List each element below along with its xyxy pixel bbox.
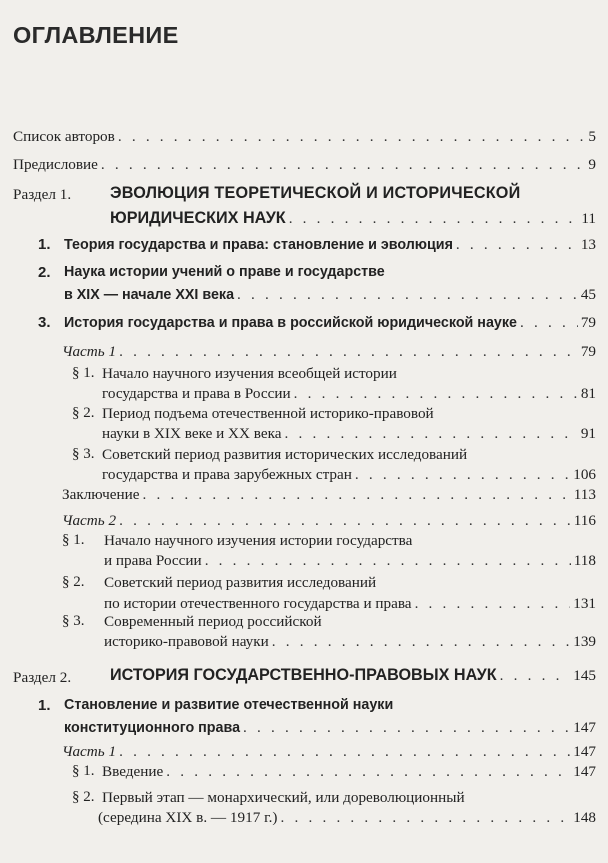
paragraph-number: § 2. — [72, 405, 95, 421]
paragraph-title: Современный период российской — [104, 613, 322, 630]
leader-dots — [272, 633, 570, 650]
toc-entry-part[interactable] — [62, 343, 596, 360]
paragraph-number: § 1. — [72, 365, 95, 381]
paragraph-title: Первый этап — монархический, или дореволюционный — [102, 789, 465, 806]
leader-dots — [119, 743, 570, 760]
toc-entry-chapter[interactable] — [64, 286, 596, 304]
toc-entry-preface[interactable] — [13, 156, 596, 173]
leader-dots — [101, 156, 585, 173]
toc-page-number: 13 — [580, 236, 596, 253]
page-title: ОГЛАВЛЕНИЕ — [13, 22, 179, 48]
toc-entry-paragraph[interactable] — [102, 763, 596, 780]
paragraph-title: Введение — [102, 763, 164, 780]
section-title: ИСТОРИЯ ГОСУДАРСТВЕННО-ПРАВОВЫХ НАУК — [110, 666, 497, 684]
paragraph-title-line2: и права России — [104, 552, 202, 569]
toc-page-number: 139 — [573, 633, 596, 650]
leader-dots — [520, 314, 578, 331]
section-title: ЭВОЛЮЦИЯ ТЕОРЕТИЧЕСКОЙ И ИСТОРИЧЕСКОЙ — [110, 184, 521, 202]
toc-entry-chapter[interactable] — [64, 719, 596, 737]
toc-entry-text: Предисловие — [13, 156, 98, 173]
toc-entry-part[interactable] — [62, 512, 596, 529]
toc-page-number: 116 — [573, 512, 596, 529]
leader-dots — [456, 236, 578, 253]
paragraph-number: § 1. — [62, 532, 85, 548]
toc-page-number: 79 — [580, 343, 596, 360]
section-title-line2: ЮРИДИЧЕСКИХ НАУК — [110, 209, 286, 227]
leader-dots — [118, 128, 586, 145]
toc-page-number: 145 — [573, 667, 596, 684]
chapter-number: 1. — [38, 236, 51, 253]
toc-page-number: 5 — [588, 128, 596, 145]
chapter-number: 1. — [38, 697, 51, 714]
paragraph-title-line2: науки в XIX веке и XX века — [102, 425, 282, 442]
leader-dots — [243, 719, 570, 736]
toc-entry-part[interactable] — [62, 743, 596, 760]
toc-page-number: 131 — [573, 595, 596, 612]
section-label: Раздел 2. — [13, 669, 72, 686]
paragraph-title-line2: государства и права зарубежных стран — [102, 466, 352, 483]
leader-dots — [119, 343, 578, 360]
toc-page-number: 106 — [573, 466, 596, 483]
toc-page-number: 91 — [580, 425, 596, 442]
paragraph-number: § 1. — [72, 763, 95, 779]
toc-entry-paragraph[interactable] — [104, 552, 596, 569]
toc-page-number: 11 — [581, 210, 596, 227]
toc-page-number: 79 — [580, 314, 596, 331]
leader-dots — [284, 425, 577, 442]
chapter-number: 2. — [38, 264, 51, 281]
leader-dots — [142, 486, 570, 503]
paragraph-title: Советский период развития исследований — [104, 574, 377, 591]
toc-page-number: 81 — [580, 385, 596, 402]
toc-page-number: 45 — [580, 286, 596, 303]
toc-entry-chapter[interactable] — [64, 236, 596, 254]
leader-dots — [119, 512, 571, 529]
paragraph-number: § 2. — [62, 574, 85, 590]
leader-dots — [415, 595, 571, 612]
toc-entry-paragraph[interactable] — [102, 385, 596, 402]
toc-entry-chapter[interactable] — [64, 314, 596, 332]
paragraph-title-line2: по истории отечественного государства и права — [104, 595, 412, 612]
leader-dots — [500, 667, 571, 684]
leader-dots — [166, 763, 570, 780]
paragraph-title-line2: (середина XIX в. — 1917 г.) — [98, 809, 278, 826]
part-label: Часть 1 — [62, 743, 117, 760]
toc-entry-section1[interactable] — [110, 210, 596, 227]
toc-entry-paragraph[interactable] — [102, 425, 596, 442]
chapter-title: Наука истории учений о праве и государстве — [64, 264, 385, 280]
toc-page-number: 147 — [573, 743, 596, 760]
chapter-title: История государства и права в российской юридической науке — [64, 315, 517, 331]
toc-entry-paragraph[interactable] — [98, 809, 596, 826]
leader-dots — [289, 210, 579, 227]
toc-entry-conclusion[interactable] — [62, 486, 596, 503]
toc-page-number: 113 — [573, 486, 596, 503]
part-label: Часть 1 — [62, 343, 117, 360]
paragraph-title: Начало научного изучения истории государства — [104, 532, 413, 549]
chapter-title-line2: конституционного права — [64, 720, 241, 736]
toc-entry-section2[interactable] — [110, 667, 596, 684]
toc-page-number: 118 — [573, 552, 596, 569]
paragraph-number: § 3. — [72, 446, 95, 462]
paragraph-title-line2: историко-правовой науки — [104, 633, 269, 650]
leader-dots — [280, 809, 570, 826]
conclusion-title: Заключение — [62, 486, 140, 503]
toc-entry-authors[interactable] — [13, 128, 596, 145]
toc-page-number: 147 — [573, 763, 596, 780]
chapter-number: 3. — [38, 314, 51, 331]
chapter-title: Теория государства и права: становление и эволюция — [64, 237, 453, 253]
toc-entry-paragraph[interactable] — [104, 595, 596, 612]
toc-entry-paragraph[interactable] — [104, 633, 596, 650]
section-label: Раздел 1. — [13, 186, 72, 203]
toc-page-number: 9 — [588, 156, 596, 173]
chapter-title-line2: в XIX — начале XXI века — [64, 287, 235, 303]
toc-page-number: 147 — [573, 719, 596, 736]
leader-dots — [237, 286, 578, 303]
leader-dots — [355, 466, 570, 483]
paragraph-number: § 2. — [72, 789, 95, 805]
part-label: Часть 2 — [62, 512, 117, 529]
toc-entry-paragraph[interactable] — [102, 466, 596, 483]
paragraph-number: § 3. — [62, 613, 85, 629]
toc-page-number: 148 — [573, 809, 596, 826]
toc-entry-text: Список авторов — [13, 128, 115, 145]
paragraph-title: Советский период развития исторических исследований — [102, 446, 468, 463]
chapter-title: Становление и развитие отечественной науки — [64, 697, 394, 713]
paragraph-title: Период подъема отечественной историко-правовой — [102, 405, 434, 422]
paragraph-title-line2: государства и права в России — [102, 385, 291, 402]
paragraph-title: Начало научного изучения всеобщей истории — [102, 365, 397, 382]
leader-dots — [205, 552, 571, 569]
leader-dots — [294, 385, 578, 402]
